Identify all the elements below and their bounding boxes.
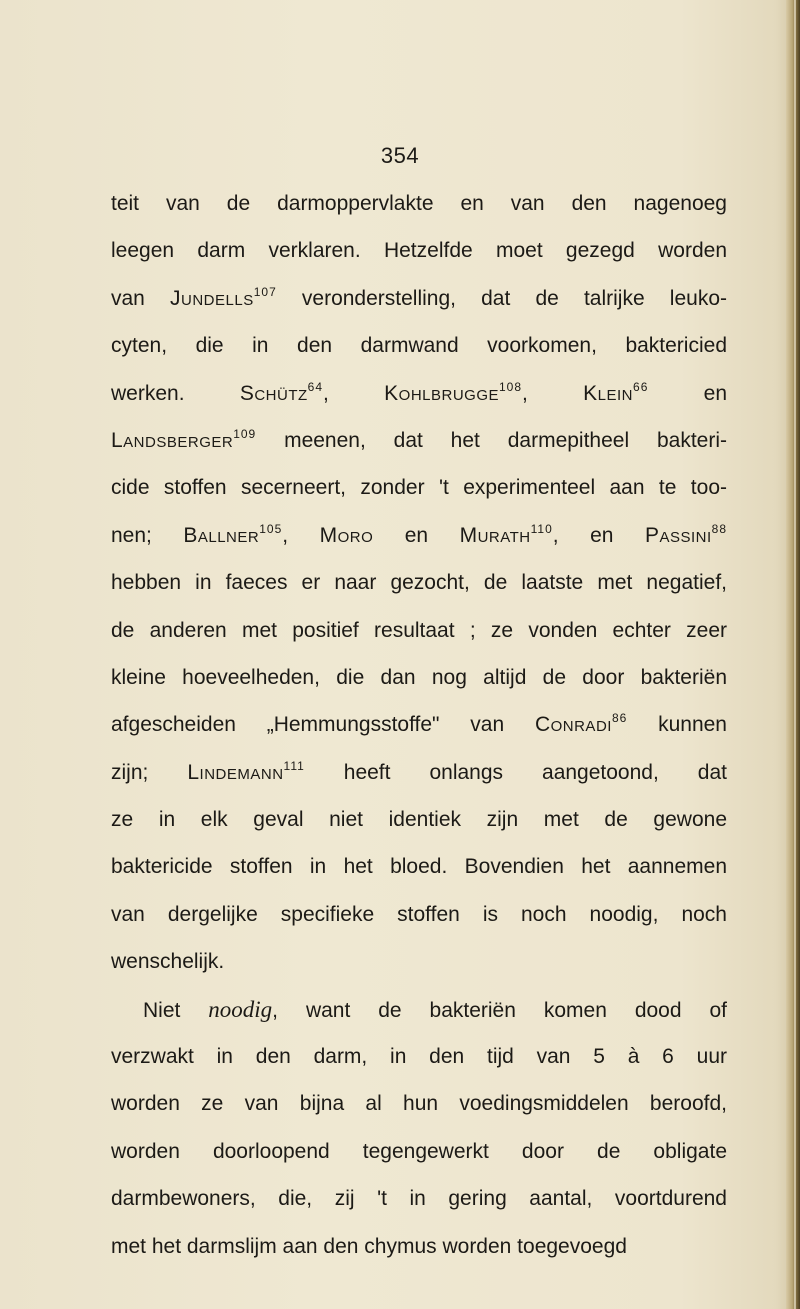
author-name: Klein <box>583 381 634 405</box>
line-text: , en <box>552 523 645 547</box>
line-text: veronderstelling, dat de talrijke leuko- <box>276 286 727 310</box>
line-text: meenen, dat het darmepitheel bakteri- <box>256 428 727 452</box>
author-name: Murath <box>459 523 531 547</box>
text-line <box>111 1042 727 1089</box>
text-line <box>111 995 727 1042</box>
line-text: , <box>323 381 385 405</box>
reference-number: 64 <box>307 379 324 394</box>
reference-number: 105 <box>259 521 283 536</box>
page-edge-highlight <box>794 0 796 1309</box>
line-text: heeft onlangs aangetoond, dat <box>304 760 727 784</box>
reference-number: 108 <box>499 379 523 394</box>
text-line <box>111 710 727 757</box>
line-text: , <box>282 523 320 547</box>
line-text: met het darmslijm aan den chymus worden toegevoegd <box>111 1234 627 1258</box>
line-text: van dergelijke specifieke stoffen is noch noodig, noch <box>111 902 727 926</box>
author-name: Jundells <box>170 286 254 310</box>
line-text: nen; <box>111 523 184 547</box>
line-text: kleine hoeveelheden, die dan nog altijd de door bakteriën <box>111 665 727 689</box>
line-text: afgescheiden „Hemmungsstoffe" van <box>111 713 535 737</box>
text-line <box>111 236 727 283</box>
body-text <box>111 189 727 1279</box>
text-line <box>111 663 727 710</box>
line-text: en <box>648 381 728 405</box>
text-line <box>111 426 727 473</box>
text-line <box>111 331 727 378</box>
line-text: , <box>522 381 584 405</box>
text-line <box>111 947 727 994</box>
author-name: Passini <box>644 523 712 547</box>
author-name: Conradi <box>534 713 612 737</box>
reference-number: 111 <box>283 758 305 773</box>
line-text: van <box>111 286 171 310</box>
text-line <box>111 568 727 615</box>
reference-number: 107 <box>253 284 277 299</box>
text-line <box>111 473 727 520</box>
line-text: darmbewoners, die, zij 't in gering aantal, voortdurend <box>111 1187 727 1211</box>
line-text: de anderen met positief resultaat ; ze vonden echter zeer <box>111 618 727 642</box>
line-text: cyten, die in den darmwand voorkomen, baktericied <box>111 334 727 358</box>
text-line <box>111 616 727 663</box>
author-name: Landsberger <box>111 428 234 452</box>
line-text: worden doorloopend tegengewerkt door de obligate <box>111 1139 727 1163</box>
text-line <box>111 805 727 852</box>
text-line <box>111 900 727 947</box>
text-line <box>111 189 727 236</box>
text-line <box>111 521 727 568</box>
page-edge-shadow <box>786 0 800 1309</box>
text-line <box>111 1137 727 1184</box>
line-text: worden ze van bijna al hun voedingsmiddelen beroofd, <box>111 1092 727 1116</box>
line-text: en <box>373 523 460 547</box>
text-line <box>111 284 727 331</box>
text-line <box>111 852 727 899</box>
line-text: kunnen <box>627 713 727 737</box>
reference-number: 86 <box>611 711 628 726</box>
line-text: verzwakt in den darm, in den tijd van 5 à 6 uur <box>111 1045 727 1069</box>
text-line <box>111 1232 727 1279</box>
line-text: cide stoffen secerneert, zonder 't experimenteel aan te too- <box>111 476 727 500</box>
line-text: wenschelijk. <box>111 950 225 974</box>
author-name: Kohlbrugge <box>384 381 499 405</box>
line-text: hebben in faeces er naar gezocht, de laatste met negatief, <box>111 571 727 595</box>
line-text: werken. <box>111 381 240 405</box>
reference-number: 109 <box>233 426 257 441</box>
reference-number: 66 <box>633 379 649 394</box>
line-text: Niet <box>143 998 209 1022</box>
line-text: leegen darm verklaren. Hetzelfde moet gezegd worden <box>111 239 727 263</box>
author-name: Moro <box>319 523 374 547</box>
page-number: 354 <box>380 143 420 168</box>
reference-number: 110 <box>530 521 553 536</box>
author-name: Lindemann <box>187 760 284 784</box>
text-line <box>111 758 727 805</box>
line-text: , want de bakteriën komen dood of <box>272 998 727 1022</box>
text-line <box>111 1089 727 1136</box>
line-text: teit van de darmoppervlakte en van den nagenoeg <box>111 192 727 215</box>
emphasis-text: noodig <box>208 996 273 1022</box>
text-line <box>111 1184 727 1231</box>
line-text: zijn; <box>111 760 188 784</box>
text-line <box>111 379 727 426</box>
author-name: Schütz <box>239 381 308 405</box>
line-text: baktericide stoffen in het bloed. Bovendien het aannemen <box>111 855 727 879</box>
author-name: Ballner <box>183 523 260 547</box>
line-text: ze in elk geval niet identiek zijn met de gewone <box>111 808 727 832</box>
reference-number: 88 <box>711 521 727 536</box>
